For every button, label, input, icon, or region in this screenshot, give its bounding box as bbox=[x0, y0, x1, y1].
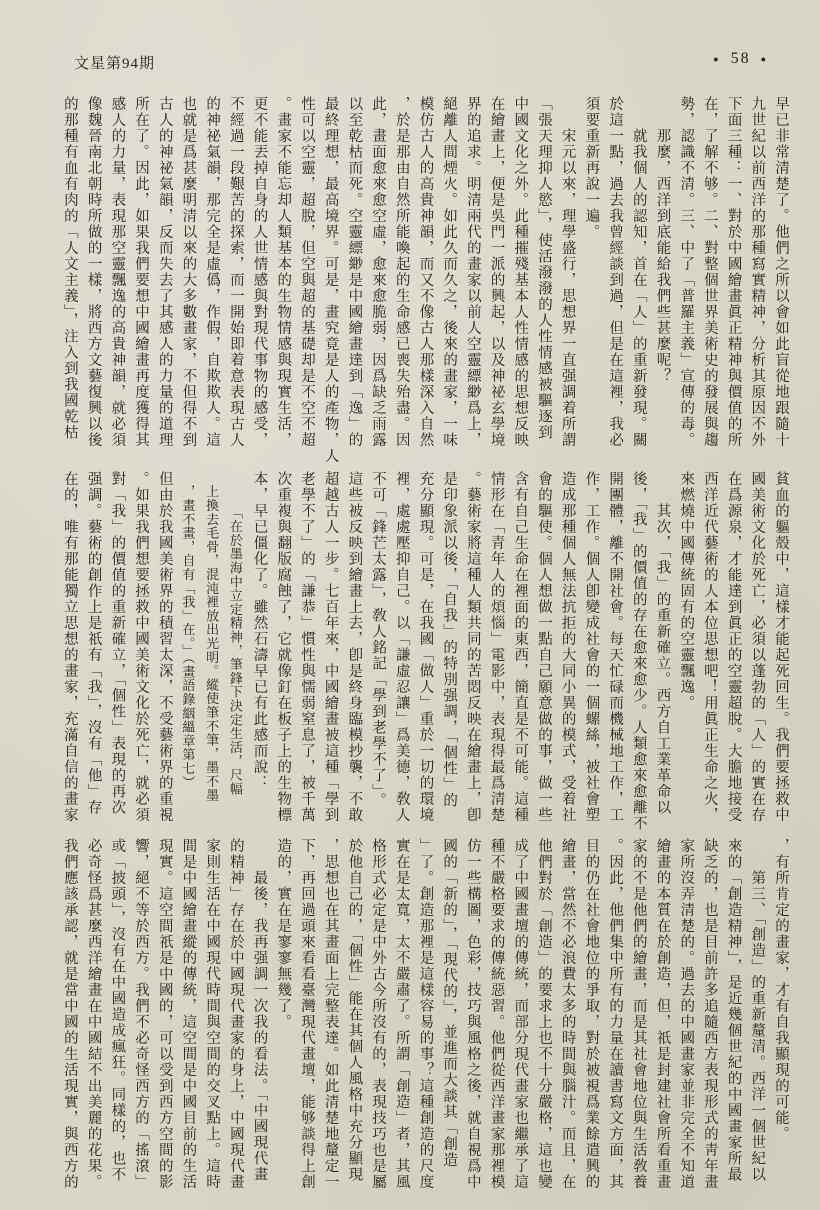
text-column: 最終理想，最高境界。可是，畫究竟是人的產物，人 bbox=[322, 96, 339, 464]
text-column: 不可「鋒芒太露」，敎人銘記「學到老學不了」。 bbox=[370, 471, 387, 809]
text-column: 在的，唯有那能獨立思想的畫家，充滿自信的畫家 bbox=[61, 471, 78, 823]
text-column: 更不能丟掉自身的人世情感與對現代事物的感受， bbox=[251, 96, 268, 448]
text-column: 開團體，離不開社會。每天忙碌而機械地工作，工 bbox=[607, 471, 624, 823]
text-column: 來的「創造精神」，是近幾個世紀的中國畫家所最 bbox=[725, 838, 742, 1183]
text-column: 這些被反映到繪畫上去，卽是終身臨模抄襲，不敢 bbox=[346, 471, 363, 823]
text-column: 」了。創造那裡是這樣容易的事？這種創造的尺度 bbox=[417, 838, 434, 1190]
text-column: 在，了解不够。二、對整個世界美術史的發展與趨 bbox=[701, 96, 718, 448]
text-column: 的神祕氣韻，那完全是虛僞，作假，自欺欺人。這 bbox=[204, 96, 221, 448]
text-column: 此，畫面愈來愈空虛，愈來愈脆弱，因爲缺乏雨露 bbox=[370, 96, 387, 448]
text-column: 裡，處處壓抑自己。以「謙虛忍讓」爲美德，敎人 bbox=[393, 471, 410, 823]
text-column: 下面三種：一、對於中國繪畫眞正精神與價值的所 bbox=[725, 96, 742, 448]
text-column: 的精神」存在於中國現代畫家的身上，中國現代畫 bbox=[227, 838, 244, 1190]
text-column: 絕離人間煙火。如此久而久之，後來的畫家，一味 bbox=[441, 96, 458, 448]
text-column: 我們應該承認，就是當中國的生活現實，與西方的 bbox=[61, 838, 78, 1190]
text-column: 那麼，西洋到底能給我們些甚麼呢？ bbox=[654, 96, 671, 384]
text-column: 界的追求。明清兩代的畫家以前人空靈縹緲爲上， bbox=[464, 96, 481, 448]
text-column: 「在於墨海中立定精神，筆鋒下決定生活，尺幅 bbox=[227, 471, 243, 796]
text-column: 對「我」的價值的重新確立，「個性」表現的再次 bbox=[109, 471, 126, 816]
text-column: 其次，「我」的重新確立。西方自工業革命以 bbox=[654, 471, 671, 816]
text-column: 不經過一段艱苦的探索，而一開始即着意表現古人 bbox=[227, 96, 244, 448]
text-column: 性可以空靈，超脫，但空與超的基礎却是不空不超 bbox=[298, 96, 315, 448]
text-column: 後，「我」的價值的存在愈來愈少。人類愈來愈離不 bbox=[630, 471, 647, 832]
text-column: 種不嚴格要求的傳統惡習。他們從西洋畫家那裡模 bbox=[488, 838, 505, 1190]
text-column: 以至乾枯而死。空靈縹緲是中國繪畫達到「逸」的 bbox=[346, 96, 363, 448]
text-band-1 bbox=[57, 96, 792, 464]
text-column: 國美術文化於死亡，必須以蓬勃的「人」的實在存 bbox=[749, 471, 766, 823]
text-column: 下，再回過頭來看看臺灣現代畫壇，能够談得上創 bbox=[298, 838, 315, 1190]
text-column: 老學不了」的「謙恭」慣性與懦弱窒息了，被千萬 bbox=[298, 471, 315, 823]
text-column: 「張天理抑人慾」，使活潑潑的人性情感被驅逐到 bbox=[535, 96, 552, 441]
text-column: 目的仍在社會地位的爭取，對於被視爲業餘遣興的 bbox=[583, 838, 600, 1190]
text-column: 繪畫的本質在於創造，但，祇是封建社會所看重畫 bbox=[654, 838, 671, 1190]
text-column: 上換去毛骨，混沌裡放出光明。縱使筆不筆，墨不墨 bbox=[204, 471, 220, 803]
text-column: 必奇怪爲甚麼西洋繪畫在中國結不出美麗的花果。 bbox=[85, 838, 102, 1190]
text-column: 成了中國畫壇的傳統，而部分現代畫家也繼承了這 bbox=[512, 838, 529, 1190]
text-column: 須要重新再說一遍。 bbox=[583, 96, 600, 240]
text-column: 超越古人一步。七百年來，中國繪畫被這種「學到 bbox=[322, 471, 339, 823]
text-column: 於這一點，過去我曾經談到過，但是在這裡，我必 bbox=[607, 96, 624, 448]
text-column: 但由於我國美術界的積習太深，不受藝術界的重視 bbox=[156, 471, 173, 823]
text-column: ，畫不畫，自有「我」在。」（畫語錄絪縕章第七） bbox=[180, 471, 196, 790]
text-column: 家所沒弄清楚的。過去的中國畫家並非完全不知道 bbox=[678, 838, 695, 1190]
text-column: 第三、「創造」的重新釐清。西洋一個世紀以 bbox=[749, 838, 766, 1183]
text-column: 造的，實在是寥寥無幾了。 bbox=[275, 838, 292, 1030]
text-column: 是印象派以後，「自我」的特別强調，「個性」的 bbox=[441, 471, 458, 809]
text-column: 響，絕不等於西方。我們不必奇怪西方的「搖滾」 bbox=[133, 838, 150, 1190]
text-column: 古人的神祕氣韻，反而失去了其感人的力量的道理 bbox=[156, 96, 173, 448]
text-column: 情形在「青年人的煩惱」電影中，表現得最爲清楚 bbox=[488, 471, 505, 823]
text-column: 貧血的軀殼中，這樣才能起死回生。我們要拯救中 bbox=[773, 471, 789, 823]
text-column: 宋元以來，理學盛行，思想界一直强調着所謂 bbox=[559, 96, 576, 448]
text-column: 勢，認識不清。三、中了「普羅主義」宣傳的毒。 bbox=[678, 96, 695, 448]
text-column: 像魏晉南北朝時所做的一樣，將西方文藝復興以後 bbox=[85, 96, 102, 448]
text-column: 在繪畫上，便是吳門一派的興起，以及神祕玄學境 bbox=[488, 96, 505, 448]
text-column: 家的不是他們的繪畫，而是其社會地位與生活敎養 bbox=[630, 838, 647, 1190]
bullet-icon: ● bbox=[713, 53, 721, 64]
text-column: 現實。這空間祇是中國的，可以受到西方空間的影 bbox=[156, 838, 173, 1190]
text-column: ，思想也在其畫面上完整表達。如此清楚地釐定一 bbox=[322, 838, 339, 1190]
text-column: 會的驅使。個人想做一點自己願意做的事，做一些 bbox=[535, 471, 552, 823]
text-column: 繪畫，當然不必浪費太多的時間與腦汁。而且，在 bbox=[559, 838, 576, 1190]
text-column: 。藝術家將這種人類共同的苦悶反映在繪畫上，卽 bbox=[464, 471, 481, 823]
text-band-2 bbox=[57, 471, 792, 831]
text-column: 國的「新的」，「現代的」，並進而大談其「創造 bbox=[441, 838, 458, 1169]
text-column: 也就是爲甚麼明清以來的大多數畫家，不但得不到 bbox=[180, 96, 197, 448]
text-column: 仿一些構圖，色彩，技巧與風格之後，就自視爲中 bbox=[464, 838, 481, 1190]
text-column: 感人的力量，表現那空靈飄逸的高貴神韻，就必須 bbox=[109, 96, 126, 448]
text-column: ，有所肯定的畫家，才有自我顯現的可能。 bbox=[773, 838, 789, 1142]
text-column: 。畫家不能忘却人類基本的生物情感與現實生活， bbox=[275, 96, 292, 448]
text-band-3 bbox=[57, 838, 792, 1198]
text-column: 次重複與翻版腐蝕了，它就像釘在板子上的生物標 bbox=[275, 471, 292, 823]
text-column: 或「披頭」，沒有在中國造成瘋狂。同樣的，也不 bbox=[109, 838, 126, 1183]
text-column: 缺乏的，也是目前許多追隨西方表現形式的靑年畫 bbox=[701, 838, 718, 1190]
text-column: 含有自己生命在裡面的東西，簡直是不可能。這種 bbox=[512, 471, 529, 823]
text-column: 充分顯現。可是，在我國「做人」重於一切的環境 bbox=[417, 471, 434, 823]
page-number-block bbox=[713, 50, 768, 68]
text-column: 最後，我再强調一次我的看法。「中國現代畫 bbox=[251, 838, 268, 1183]
text-column: 。如果我們想要拯救中國美術文化於死亡，就必須 bbox=[133, 471, 150, 823]
text-column: 强調。藝術的創作上是祇有「我」，沒有「他」存 bbox=[85, 471, 102, 816]
text-column: 他們對於「創造」的要求上也不十分嚴格，這也變 bbox=[535, 838, 552, 1190]
magazine-title: 文星第94期 bbox=[74, 56, 156, 72]
text-column: 所在了。因此，如果我們要想中國繪畫再度獲得其 bbox=[133, 96, 150, 448]
text-column: 作，工作。個人卽變成社會的一個螺絲，被社會塑 bbox=[583, 471, 600, 823]
text-column: 早已非常清楚了。他們之所以會如此盲從地跟隨十 bbox=[773, 96, 789, 448]
text-column: 。因此，他們集中所有的力量在讀書寫文方面，其 bbox=[607, 838, 624, 1190]
text-column: 中國文化之外。此種摧殘基本人性情感的思想反映 bbox=[512, 96, 529, 448]
text-column: 格形式必定是中外古今所沒有的，表現技巧也是屬 bbox=[370, 838, 387, 1190]
text-column: 於他自己的，「個性」能在其個人風格中充分顯現 bbox=[346, 838, 363, 1183]
text-column: 家則生活在中國現代時間與空間的交叉點上。這時 bbox=[204, 838, 221, 1190]
text-column: 西洋近代藝術的人本位思想吧！用眞正生命之火， bbox=[701, 471, 718, 823]
text-column: 的那種有血有肉的「人文主義」，注入到我國乾枯 bbox=[61, 96, 78, 441]
text-column: 來燃燒中國傳統固有的空靈飄逸。 bbox=[678, 471, 695, 711]
text-column: 九世紀以前西洋的那種寫實精神，分析其原因不外 bbox=[749, 96, 766, 448]
text-column: 造成那種個人無法抗拒的大同小異的模式，受着社 bbox=[559, 471, 576, 823]
text-column: ，於是那由自然所能喚起的生命感已喪失殆盡。因 bbox=[393, 96, 410, 448]
bullet-icon: ● bbox=[760, 53, 768, 64]
text-column: 實在是太寬，太不嚴肅了。所謂「創造」者，其風 bbox=[393, 838, 410, 1190]
text-column: 模仿古人的高貴神韻，而又不像古人那樣深入自然 bbox=[417, 96, 434, 448]
text-column: 間是中國繪畫縱的傳統，這空間是中國目前的生活 bbox=[180, 838, 197, 1190]
text-column: 本，早已僵化了。雖然石濤早已有此感而說： bbox=[251, 471, 268, 791]
text-column: 就我個人的認知，首在「人」的重新發現。關 bbox=[630, 96, 647, 448]
page-number: 58 bbox=[730, 50, 751, 67]
text-column: 在爲源泉，才能達到眞正的空靈超脫。大膽地接受 bbox=[725, 471, 742, 823]
